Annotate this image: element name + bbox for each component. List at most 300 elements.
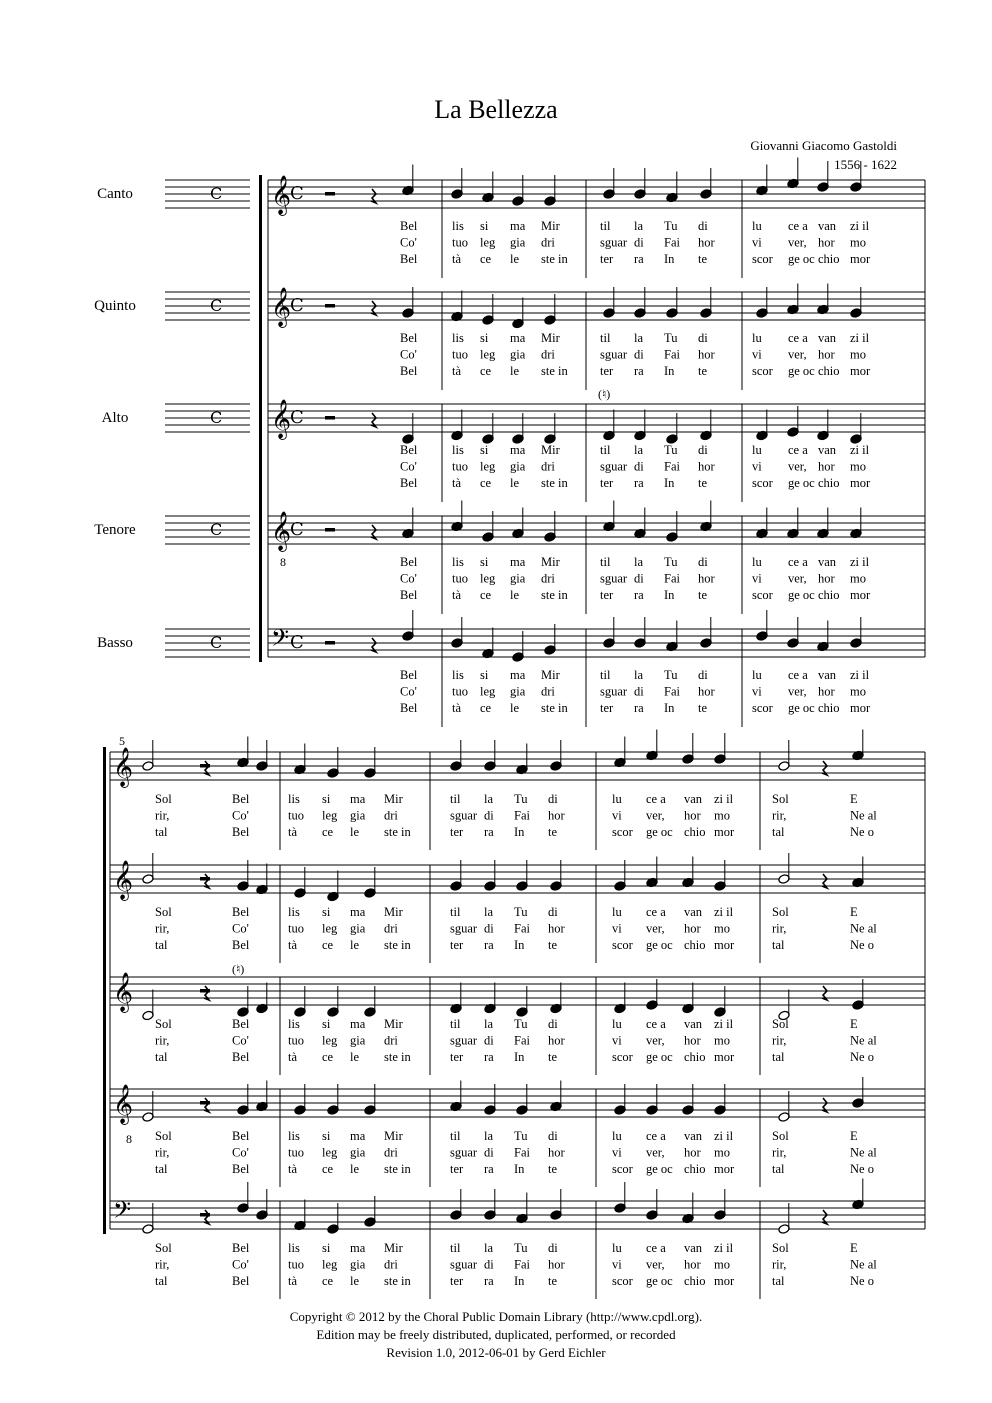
lyric-syllable: til [450, 792, 461, 806]
lyric-syllable: ce a [646, 1129, 666, 1143]
lyric-syllable: Ne o [850, 1274, 874, 1288]
time-signature: C [290, 407, 304, 428]
lyric-syllable: zi il [714, 905, 734, 919]
lyric-syllable: Ne al [850, 1257, 877, 1272]
lyric-syllable: le [510, 701, 520, 715]
lyric-syllable: Co' [400, 571, 417, 586]
lyric-syllable: vi [752, 571, 762, 586]
lyric-syllable: til [450, 1017, 461, 1031]
lyric-syllable: ste in [384, 1274, 411, 1288]
lyric-syllable: tuo [288, 1033, 304, 1048]
lyric-syllable: van [684, 792, 703, 806]
lyric-syllable: mor [850, 364, 871, 378]
lyric-syllable: ra [634, 252, 644, 266]
lyric-syllable: Tu [664, 219, 678, 233]
lyric-syllable: ter [450, 825, 464, 839]
lyric-syllable: In [664, 252, 675, 266]
lyric-syllable: Co' [232, 1257, 249, 1272]
lyric-syllable: ce [322, 1050, 334, 1064]
lyric-syllable: leg [322, 921, 338, 936]
lyric-syllable: ter [450, 1050, 464, 1064]
lyric-syllable: ra [484, 1162, 494, 1176]
lyric-syllable: te [548, 938, 558, 952]
lyric-syllable: le [350, 825, 360, 839]
lyric-syllable: mo [850, 684, 866, 699]
lyric-syllable: di [484, 808, 494, 823]
lyric-syllable: Sol [772, 905, 789, 919]
lyric-syllable: lu [752, 668, 762, 682]
lyric-syllable: ge oc [646, 1162, 673, 1176]
lyric-syllable: scor [752, 364, 773, 378]
lyric-syllable: ce a [788, 443, 808, 457]
lyric-syllable: si [480, 668, 489, 682]
lyric-syllable: Fai [664, 347, 680, 362]
lyric-syllable: leg [322, 808, 338, 823]
lyric-syllable: hor [818, 347, 835, 362]
lyric-syllable: vi [752, 235, 762, 250]
lyric-syllable: ter [600, 476, 614, 490]
page-title: La Bellezza [434, 95, 558, 124]
half-rest [325, 416, 335, 420]
lyric-syllable: tuo [452, 684, 468, 699]
lyric-syllable: til [600, 443, 611, 457]
clef: 𝄞 [113, 747, 134, 787]
lyric-syllable: ra [484, 938, 494, 952]
lyric-syllable: hor [684, 1033, 701, 1048]
lyric-syllable: dri [384, 808, 398, 823]
lyric-syllable: la [634, 555, 644, 569]
lyric-syllable: dri [384, 1257, 398, 1272]
lyric-syllable: ste in [541, 364, 568, 378]
lyric-syllable: tà [452, 701, 462, 715]
lyric-syllable: mo [714, 1145, 730, 1160]
lyric-syllable: Bel [400, 331, 418, 345]
lyric-syllable: ma [510, 668, 526, 682]
lyric-syllable: Ne al [850, 1033, 877, 1048]
lyric-syllable: leg [480, 684, 496, 699]
lyric-syllable: In [514, 1162, 525, 1176]
lyric-syllable: tal [772, 825, 785, 839]
lyric-syllable: leg [480, 347, 496, 362]
lyric-syllable: ce a [788, 331, 808, 345]
tenor-octave-mark: 8 [280, 555, 286, 569]
lyric-syllable: le [350, 1274, 360, 1288]
lyric-syllable: scor [752, 476, 773, 490]
lyric-syllable: Tu [514, 792, 528, 806]
time-signature: C [290, 632, 304, 653]
lyric-syllable: la [634, 668, 644, 682]
lyric-syllable: di [548, 1017, 558, 1031]
lyric-syllable: Bel [232, 1162, 250, 1176]
lyric-syllable: rir, [772, 921, 787, 936]
lyric-syllable: hor [548, 808, 565, 823]
lyric-syllable: van [684, 1017, 703, 1031]
lyric-syllable: van [818, 331, 837, 345]
lyric-syllable: zi il [850, 219, 870, 233]
quarter-rest [204, 874, 209, 888]
lyric-syllable: zi il [850, 668, 870, 682]
half-rest [325, 192, 335, 196]
lyric-syllable: sguar [600, 684, 628, 699]
lyric-syllable: ver, [788, 571, 807, 586]
lyric-syllable: hor [818, 571, 835, 586]
lyric-syllable: ste in [384, 938, 411, 952]
lyric-syllable: van [818, 443, 837, 457]
clef: 𝄞 [271, 399, 292, 439]
lyric-syllable: van [684, 1129, 703, 1143]
lyric-syllable: rir, [155, 1145, 170, 1160]
lyric-syllable: til [600, 668, 611, 682]
lyric-syllable: tuo [288, 1257, 304, 1272]
quarter-rest [371, 638, 376, 652]
lyric-syllable: leg [480, 459, 496, 474]
lyric-syllable: til [450, 1129, 461, 1143]
lyric-syllable: Ne o [850, 1162, 874, 1176]
lyric-syllable: Mir [384, 905, 403, 919]
lyric-syllable: mor [714, 938, 735, 952]
lyric-syllable: tà [452, 476, 462, 490]
lyric-syllable: zi il [714, 1129, 734, 1143]
lyric-syllable: Co' [400, 684, 417, 699]
lyric-syllable: In [664, 588, 675, 602]
lyric-syllable: di [484, 921, 494, 936]
lyric-syllable: Ne o [850, 825, 874, 839]
lyric-syllable: mor [850, 701, 871, 715]
lyric-syllable: ce [322, 1162, 334, 1176]
lyric-syllable: sguar [600, 347, 628, 362]
lyric-syllable: ce a [646, 905, 666, 919]
lyric-syllable: leg [322, 1033, 338, 1048]
system-bracket [103, 747, 106, 1234]
lyric-syllable: hor [548, 921, 565, 936]
lyric-syllable: ste in [384, 1050, 411, 1064]
lyric-syllable: chio [818, 588, 840, 602]
lyric-syllable: ter [450, 938, 464, 952]
lyric-syllable: sguar [600, 571, 628, 586]
lyric-syllable: Co' [400, 459, 417, 474]
lyric-syllable: tuo [452, 235, 468, 250]
lyric-syllable: ste in [541, 701, 568, 715]
lyric-syllable: vi [612, 808, 622, 823]
lyric-syllable: la [484, 905, 494, 919]
lyric-syllable: hor [684, 1257, 701, 1272]
lyric-syllable: Fai [514, 1033, 530, 1048]
lyric-syllable: Co' [232, 1033, 249, 1048]
clef: 𝄞 [113, 860, 134, 900]
lyric-syllable: tuo [452, 347, 468, 362]
voice-label-alto: Alto [101, 410, 129, 426]
lyric-syllable: ver, [788, 347, 807, 362]
lyric-syllable: vi [752, 684, 762, 699]
lyric-syllable: scor [612, 1050, 633, 1064]
voice-label-basso: Basso [97, 635, 133, 651]
lyric-syllable: Sol [155, 905, 172, 919]
clef: 𝄢 [113, 1196, 132, 1229]
lyric-syllable: ce [322, 1274, 334, 1288]
lyric-syllable: le [350, 1162, 360, 1176]
lyric-syllable: lis [452, 331, 464, 345]
lyric-syllable: Bel [232, 938, 250, 952]
lyric-syllable: lu [752, 331, 762, 345]
lyric-syllable: di [698, 555, 708, 569]
lyric-syllable: ver, [646, 1033, 665, 1048]
lyric-syllable: ver, [646, 808, 665, 823]
lyric-syllable: gia [350, 921, 366, 936]
lyric-syllable: ce a [788, 555, 808, 569]
lyric-syllable: ra [484, 1050, 494, 1064]
lyric-syllable: chio [684, 1162, 706, 1176]
lyric-syllable: dri [541, 459, 555, 474]
lyric-syllable: Fai [514, 921, 530, 936]
lyric-syllable: ma [350, 1241, 366, 1255]
lyric-syllable: scor [612, 1274, 633, 1288]
voice-label-tenore: Tenore [94, 522, 136, 538]
lyric-syllable: gia [350, 1257, 366, 1272]
lyric-syllable: van [818, 555, 837, 569]
lyric-syllable: tuo [288, 921, 304, 936]
lyric-syllable: ma [510, 331, 526, 345]
lyric-syllable: te [698, 252, 708, 266]
lyric-syllable: mor [714, 1162, 735, 1176]
lyric-syllable: lu [752, 219, 762, 233]
lyric-syllable: lis [288, 792, 300, 806]
lyric-syllable: hor [698, 459, 715, 474]
lyric-syllable: ver, [646, 1257, 665, 1272]
lyric-syllable: di [634, 459, 644, 474]
lyric-syllable: Tu [664, 443, 678, 457]
lyric-syllable: di [548, 1129, 558, 1143]
quarter-rest [822, 986, 827, 1000]
lyric-syllable: Ne al [850, 921, 877, 936]
lyric-syllable: la [484, 1129, 494, 1143]
half-rest [325, 641, 335, 645]
lyric-syllable: mo [850, 459, 866, 474]
lyric-syllable: ter [450, 1162, 464, 1176]
lyric-syllable: Mir [541, 219, 560, 233]
lyric-syllable: ce [480, 476, 492, 490]
lyric-syllable: Co' [400, 235, 417, 250]
lyric-syllable: gia [510, 684, 526, 699]
quarter-rest [204, 761, 209, 775]
lyric-syllable: Ne al [850, 808, 877, 823]
lyric-syllable: Fai [514, 808, 530, 823]
lyric-syllable: gia [510, 347, 526, 362]
tenor-octave-mark: 8 [126, 1132, 132, 1146]
lyric-syllable: hor [818, 684, 835, 699]
lyric-syllable: ce [480, 252, 492, 266]
clef: 𝄞 [271, 511, 292, 551]
lyric-syllable: Bel [400, 555, 418, 569]
quarter-rest [204, 1210, 209, 1224]
lyric-syllable: di [698, 331, 708, 345]
lyric-syllable: mor [714, 1274, 735, 1288]
lyric-syllable: van [818, 219, 837, 233]
lyric-syllable: til [600, 331, 611, 345]
lyric-syllable: scor [752, 588, 773, 602]
lyric-syllable: tuo [452, 571, 468, 586]
clef: 𝄢 [271, 624, 290, 657]
lyric-syllable: E [850, 1017, 858, 1031]
natural-sign: (♮) [598, 387, 611, 401]
lyric-syllable: ter [600, 252, 614, 266]
lyric-syllable: chio [818, 701, 840, 715]
lyric-syllable: Sol [155, 1129, 172, 1143]
quarter-rest [204, 986, 209, 1000]
lyric-syllable: chio [818, 252, 840, 266]
lyric-syllable: In [514, 1050, 525, 1064]
lyric-syllable: di [698, 668, 708, 682]
lyric-syllable: lis [452, 219, 464, 233]
lyric-syllable: Sol [772, 1129, 789, 1143]
lyric-syllable: til [600, 219, 611, 233]
lyric-syllable: te [698, 588, 708, 602]
lyric-syllable: tà [452, 588, 462, 602]
lyric-syllable: Fai [514, 1257, 530, 1272]
lyric-syllable: lu [752, 443, 762, 457]
lyric-syllable: le [350, 938, 360, 952]
lyric-syllable: Bel [232, 1017, 250, 1031]
lyric-syllable: mo [714, 1257, 730, 1272]
lyric-syllable: ge oc [788, 701, 815, 715]
lyric-syllable: le [510, 476, 520, 490]
composer-name: Giovanni Giacomo Gastoldi [750, 138, 897, 153]
lyric-syllable: dri [541, 235, 555, 250]
copyright-footer [0, 1308, 992, 1362]
lyric-syllable: zi il [850, 331, 870, 345]
lyric-syllable: Bel [400, 443, 418, 457]
lyric-syllable: Bel [232, 1274, 250, 1288]
lyric-syllable: Tu [514, 905, 528, 919]
lyric-syllable: E [850, 792, 858, 806]
lyric-syllable: tal [155, 1162, 168, 1176]
lyric-syllable: ma [350, 905, 366, 919]
lyric-syllable: vi [612, 1257, 622, 1272]
lyric-syllable: gia [510, 459, 526, 474]
lyric-syllable: te [548, 1050, 558, 1064]
time-signature: C [290, 295, 304, 316]
lyric-syllable: scor [612, 1162, 633, 1176]
clef: 𝄞 [271, 175, 292, 215]
time-signature: C [290, 183, 304, 204]
lyric-syllable: te [698, 701, 708, 715]
lyric-syllable: ste in [541, 588, 568, 602]
lyric-syllable: Mir [384, 1017, 403, 1031]
lyric-syllable: rir, [155, 1257, 170, 1272]
lyric-syllable: zi il [714, 792, 734, 806]
lyric-syllable: tà [452, 364, 462, 378]
lyric-syllable: chio [684, 938, 706, 952]
quarter-rest [371, 525, 376, 539]
lyric-syllable: lu [752, 555, 762, 569]
lyric-syllable: mo [714, 1033, 730, 1048]
lyric-syllable: In [664, 701, 675, 715]
lyric-syllable: tal [772, 938, 785, 952]
lyric-syllable: Ne al [850, 1145, 877, 1160]
lyric-syllable: chio [684, 825, 706, 839]
quarter-rest [371, 301, 376, 315]
lyric-syllable: til [450, 1241, 461, 1255]
lyric-syllable: si [322, 905, 331, 919]
lyric-syllable: rir, [772, 1033, 787, 1048]
lyric-syllable: Mir [541, 555, 560, 569]
lyric-syllable: lu [612, 1017, 622, 1031]
lyric-syllable: ra [634, 476, 644, 490]
lyric-syllable: ce [480, 701, 492, 715]
lyric-syllable: Sol [772, 1017, 789, 1031]
lyric-syllable: si [322, 792, 331, 806]
lyric-syllable: lu [612, 905, 622, 919]
lyric-syllable: tal [155, 1274, 168, 1288]
lyric-syllable: ge oc [788, 252, 815, 266]
lyric-syllable: di [698, 443, 708, 457]
lyric-syllable: di [634, 571, 644, 586]
quarter-rest [204, 1098, 209, 1112]
lyric-syllable: In [514, 825, 525, 839]
clef: 𝄞 [113, 972, 134, 1012]
lyric-syllable: ce [322, 938, 334, 952]
lyric-syllable: ra [634, 588, 644, 602]
lyric-syllable: Sol [155, 1017, 172, 1031]
lyric-syllable: lis [452, 555, 464, 569]
lyric-syllable: zi il [714, 1241, 734, 1255]
lyric-syllable: vi [752, 347, 762, 362]
lyric-syllable: mor [850, 588, 871, 602]
lyric-syllable: vi [752, 459, 762, 474]
lyric-syllable: dri [541, 347, 555, 362]
lyric-syllable: di [548, 1241, 558, 1255]
lyric-syllable: Tu [514, 1017, 528, 1031]
lyric-syllable: Tu [514, 1129, 528, 1143]
lyric-syllable: tà [288, 938, 298, 952]
lyric-syllable: hor [548, 1257, 565, 1272]
lyric-syllable: lu [612, 792, 622, 806]
clef: 𝄞 [113, 1084, 134, 1124]
lyric-syllable: hor [818, 459, 835, 474]
lyric-syllable: leg [322, 1145, 338, 1160]
lyric-syllable: lis [288, 1129, 300, 1143]
lyric-syllable: chio [818, 364, 840, 378]
half-rest [325, 528, 335, 532]
lyric-syllable: ce a [788, 668, 808, 682]
lyric-syllable: si [480, 555, 489, 569]
lyric-syllable: Mir [541, 443, 560, 457]
lyric-syllable: Bel [400, 219, 418, 233]
voice-label-quinto: Quinto [94, 298, 136, 314]
lyric-syllable: si [322, 1017, 331, 1031]
lyric-syllable: ter [600, 701, 614, 715]
lyric-syllable: si [480, 331, 489, 345]
lyric-syllable: Bel [232, 1129, 250, 1143]
lyric-syllable: la [634, 219, 644, 233]
lyric-syllable: til [600, 555, 611, 569]
lyric-syllable: Tu [514, 1241, 528, 1255]
lyric-syllable: tà [288, 1162, 298, 1176]
lyric-syllable: Sol [772, 1241, 789, 1255]
lyric-syllable: chio [818, 476, 840, 490]
lyric-syllable: ce a [788, 219, 808, 233]
lyric-syllable: ma [510, 443, 526, 457]
quarter-rest [822, 1098, 827, 1112]
lyric-syllable: ter [600, 364, 614, 378]
quarter-rest [371, 189, 376, 203]
lyric-syllable: chio [684, 1050, 706, 1064]
quarter-rest [371, 413, 376, 427]
lyric-syllable: ge oc [788, 364, 815, 378]
lyric-syllable: mo [714, 921, 730, 936]
lyric-syllable: mor [714, 825, 735, 839]
lyric-syllable: ma [350, 1129, 366, 1143]
lyric-syllable: ce [322, 825, 334, 839]
